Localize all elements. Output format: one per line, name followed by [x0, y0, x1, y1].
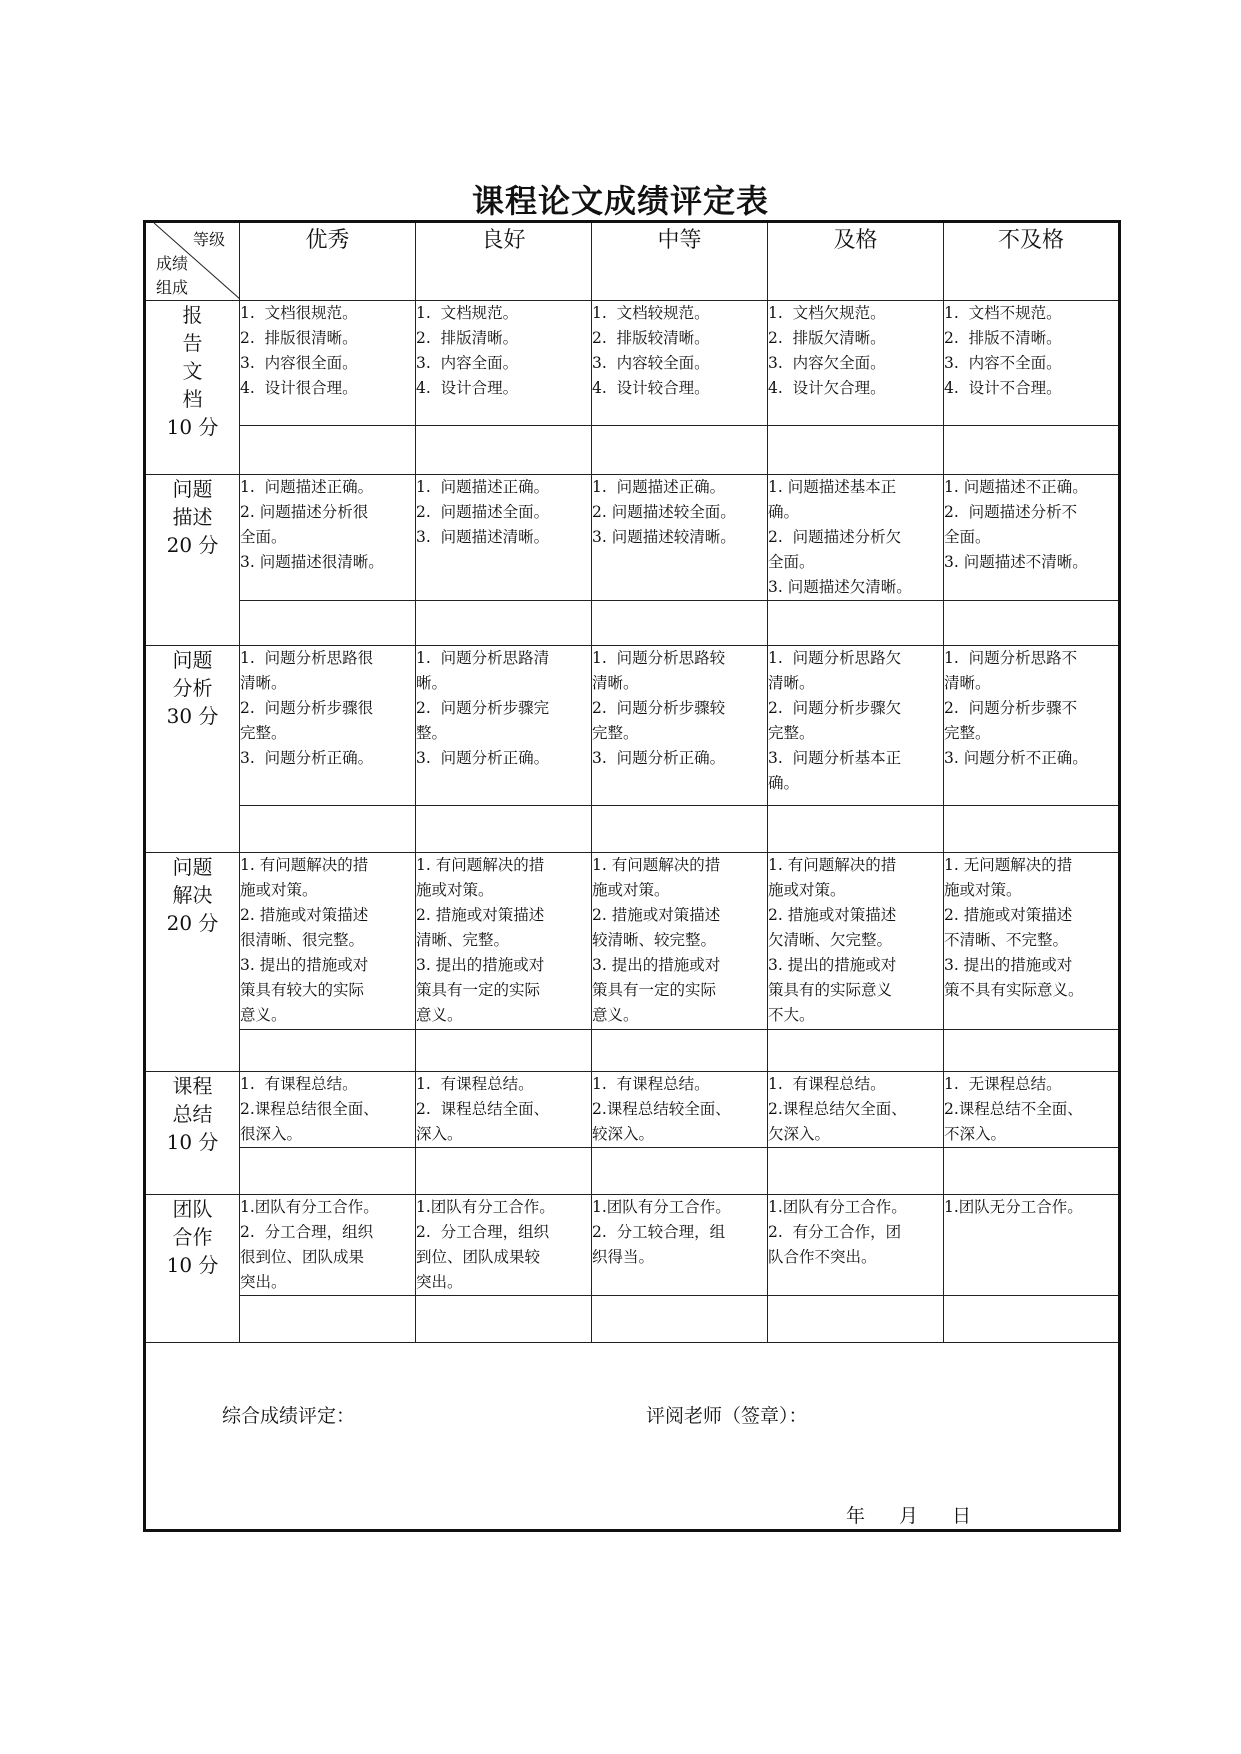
category-label-line: 报	[182, 303, 203, 327]
category-label-line: 10 分	[166, 1130, 219, 1154]
score-entry-cell-report-document-medium[interactable]	[592, 426, 768, 475]
reviewer-signature-label: 评阅老师（签章）：	[646, 1405, 808, 1427]
criteria-text-line: 3. 内容全面。	[416, 354, 519, 372]
criteria-text-line: 很清晰、很完整。	[240, 931, 365, 949]
criteria-row-problem-analysis	[145, 646, 1120, 806]
criteria-cell-problem-analysis-good	[416, 646, 592, 806]
criteria-text-line: 2.课程总结不全面、	[944, 1100, 1083, 1118]
criteria-text-line: 1.团队有分工合作。	[768, 1198, 907, 1216]
score-entry-cell-problem-analysis-fail[interactable]	[944, 806, 1120, 853]
level-header-medium: 中等	[592, 222, 768, 301]
criteria-cell-team-cooperation-excellent	[240, 1195, 416, 1296]
criteria-text-line: 清晰、完整。	[416, 931, 510, 949]
criteria-text-line: 完整。	[592, 724, 639, 742]
criteria-text-line: 1. 问题描述正确。	[240, 478, 374, 496]
header-row	[145, 222, 1120, 301]
criteria-text-line: 1. 问题分析思路欠	[768, 649, 902, 667]
criteria-cell-team-cooperation-pass	[768, 1195, 944, 1296]
category-cell-problem-solving	[145, 853, 240, 1072]
criteria-text-line: 1. 问题分析思路较	[592, 649, 726, 667]
date-label: 年 月 日	[846, 1505, 972, 1527]
form-title: 课程论文成绩评定表	[471, 182, 769, 220]
criteria-text-line: 施或对策。	[768, 881, 846, 899]
overall-grade-label: 综合成绩评定：	[222, 1405, 356, 1427]
criteria-cell-report-document-medium	[592, 301, 768, 426]
criteria-text-line: 3. 内容欠全面。	[768, 354, 886, 372]
criteria-text-line: 不清晰、不完整。	[944, 931, 1069, 949]
score-entry-cell-course-summary-medium[interactable]	[592, 1148, 768, 1195]
score-entry-cell-problem-description-good[interactable]	[416, 601, 592, 646]
category-label-line: 描述	[172, 505, 213, 529]
criteria-text-line: 3. 提出的措施或对	[240, 956, 369, 974]
category-label-line: 30 分	[166, 704, 219, 728]
criteria-text-line: 意义。	[240, 1006, 287, 1024]
criteria-text-line: 1. 有课程总结。	[416, 1075, 534, 1093]
criteria-text-line: 策具有的实际意义	[768, 981, 893, 999]
criteria-text-line: 1. 文档欠规范。	[768, 304, 886, 322]
criteria-text-line: 3. 内容很全面。	[240, 354, 358, 372]
criteria-text-line: 确。	[768, 774, 800, 792]
criteria-text-line: 3. 问题描述很清晰。	[240, 553, 384, 571]
criteria-text-line: 清晰。	[944, 674, 991, 692]
criteria-text-line: 1.团队有分工合作。	[592, 1198, 731, 1216]
criteria-text-line: 2. 排版不清晰。	[944, 329, 1062, 347]
footer-cell	[145, 1343, 1120, 1531]
criteria-text-line: 1. 有课程总结。	[240, 1075, 358, 1093]
criteria-text-line: 3. 问题分析正确。	[240, 749, 374, 767]
category-cell-team-cooperation	[145, 1195, 240, 1343]
criteria-text-line: 1. 文档较规范。	[592, 304, 710, 322]
criteria-text-line: 策不具有实际意义。	[944, 981, 1084, 999]
category-cell-problem-description	[145, 475, 240, 646]
criteria-text-line: 2. 课程总结全面、	[416, 1100, 550, 1118]
criteria-text-line: 不大。	[768, 1006, 815, 1024]
category-label-line: 团队	[172, 1197, 213, 1221]
category-label-line: 20 分	[166, 533, 219, 557]
category-label-line: 告	[182, 331, 203, 355]
criteria-text-line: 2. 问题分析步骤很	[240, 699, 374, 717]
criteria-text-line: 4. 设计很合理。	[240, 379, 358, 397]
criteria-text-line: 2.课程总结欠全面、	[768, 1100, 907, 1118]
score-entry-cell-problem-analysis-medium[interactable]	[592, 806, 768, 853]
criteria-text-line: 完整。	[944, 724, 991, 742]
criteria-cell-problem-solving-pass	[768, 853, 944, 1030]
score-entry-cell-problem-solving-good[interactable]	[416, 1030, 592, 1072]
criteria-text-line: 3. 提出的措施或对	[416, 956, 545, 974]
criteria-text-line: 晰。	[416, 674, 448, 692]
criteria-text-line: 2. 有分工合作，团	[768, 1223, 902, 1241]
criteria-text-line: 2. 排版清晰。	[416, 329, 519, 347]
criteria-text-line: 欠深入。	[768, 1125, 831, 1143]
criteria-text-line: 1. 问题描述不正确。	[944, 478, 1088, 496]
criteria-text-line: 3. 提出的措施或对	[592, 956, 721, 974]
score-entry-cell-problem-solving-medium[interactable]	[592, 1030, 768, 1072]
criteria-text-line: 4. 设计合理。	[416, 379, 519, 397]
criteria-cell-report-document-excellent	[240, 301, 416, 426]
criteria-text-line: 意义。	[592, 1006, 639, 1024]
category-cell-course-summary	[145, 1072, 240, 1195]
criteria-cell-problem-description-pass	[768, 475, 944, 601]
criteria-text-line: 3. 提出的措施或对	[768, 956, 897, 974]
criteria-text-line: 1.团队有分工合作。	[240, 1198, 379, 1216]
criteria-text-line: 3. 问题描述欠清晰。	[768, 578, 912, 596]
category-label-line: 文	[182, 359, 203, 383]
criteria-cell-problem-solving-good	[416, 853, 592, 1030]
score-entry-cell-problem-description-pass[interactable]	[768, 601, 944, 646]
criteria-cell-course-summary-good	[416, 1072, 592, 1148]
criteria-text-line: 2. 问题描述分析欠	[768, 528, 902, 546]
criteria-text-line: 很到位、团队成果	[240, 1248, 365, 1266]
criteria-text-line: 3. 问题描述清晰。	[416, 528, 550, 546]
criteria-row-report-document	[145, 301, 1120, 426]
score-entry-cell-problem-description-medium[interactable]	[592, 601, 768, 646]
criteria-text-line: 1. 文档规范。	[416, 304, 519, 322]
criteria-cell-course-summary-fail	[944, 1072, 1120, 1148]
criteria-text-line: 突出。	[416, 1273, 463, 1291]
criteria-text-line: 2. 问题描述分析很	[240, 503, 369, 521]
criteria-text-line: 3. 问题分析不正确。	[944, 749, 1088, 767]
level-header-good: 良好	[416, 222, 592, 301]
score-entry-cell-problem-solving-excellent[interactable]	[240, 1030, 416, 1072]
criteria-cell-problem-analysis-fail	[944, 646, 1120, 806]
criteria-text-line: 1.团队无分工合作。	[944, 1198, 1083, 1216]
criteria-text-line: 3. 问题描述较清晰。	[592, 528, 736, 546]
criteria-text-line: 3. 提出的措施或对	[944, 956, 1073, 974]
score-row-problem-solving	[145, 1030, 1120, 1072]
criteria-text-line: 施或对策。	[944, 881, 1022, 899]
criteria-text-line: 4. 设计欠合理。	[768, 379, 886, 397]
criteria-text-line: 较清晰、较完整。	[592, 931, 717, 949]
criteria-text-line: 2. 问题描述分析不	[944, 503, 1078, 521]
score-entry-cell-report-document-pass[interactable]	[768, 426, 944, 475]
score-row-team-cooperation	[145, 1296, 1120, 1343]
category-label-line: 问题	[172, 477, 213, 501]
criteria-row-problem-description	[145, 475, 1120, 601]
category-label-line: 解决	[172, 883, 213, 907]
criteria-text-line: 较深入。	[592, 1125, 655, 1143]
criteria-text-line: 清晰。	[240, 674, 287, 692]
criteria-text-line: 欠清晰、欠完整。	[768, 931, 893, 949]
criteria-cell-problem-analysis-excellent	[240, 646, 416, 806]
corner-label-level: 等级	[192, 230, 225, 249]
score-entry-cell-problem-analysis-good[interactable]	[416, 806, 592, 853]
score-row-report-document	[145, 426, 1120, 475]
category-label-line: 分析	[172, 676, 213, 700]
score-entry-cell-course-summary-excellent[interactable]	[240, 1148, 416, 1195]
criteria-cell-problem-description-good	[416, 475, 592, 601]
criteria-text-line: 2. 问题分析步骤不	[944, 699, 1078, 717]
score-row-course-summary	[145, 1148, 1120, 1195]
criteria-text-line: 策具有一定的实际	[416, 981, 541, 999]
corner-header-cell	[145, 222, 240, 301]
criteria-text-line: 2. 措施或对策描述	[768, 906, 897, 924]
criteria-cell-course-summary-pass	[768, 1072, 944, 1148]
category-label-line: 课程	[172, 1074, 213, 1098]
criteria-cell-report-document-fail	[944, 301, 1120, 426]
criteria-text-line: 2. 措施或对策描述	[944, 906, 1073, 924]
criteria-text-line: 全面。	[944, 528, 991, 546]
criteria-row-problem-solving	[145, 853, 1120, 1030]
criteria-text-line: 2. 排版欠清晰。	[768, 329, 886, 347]
criteria-cell-team-cooperation-fail	[944, 1195, 1120, 1296]
category-label-line: 总结	[172, 1102, 213, 1126]
score-entry-cell-report-document-fail[interactable]	[944, 426, 1120, 475]
criteria-text-line: 1.团队有分工合作。	[416, 1198, 555, 1216]
category-label-line: 问题	[172, 648, 213, 672]
criteria-text-line: 清晰。	[592, 674, 639, 692]
category-label-line: 合作	[172, 1225, 213, 1249]
grading-table	[143, 220, 1121, 1532]
criteria-text-line: 1. 文档很规范。	[240, 304, 358, 322]
criteria-text-line: 3. 问题描述不清晰。	[944, 553, 1088, 571]
criteria-text-line: 2. 分工较合理，组	[592, 1223, 726, 1241]
criteria-text-line: 全面。	[240, 528, 287, 546]
score-entry-cell-team-cooperation-pass[interactable]	[768, 1296, 944, 1343]
criteria-text-line: 2. 问题描述全面。	[416, 503, 550, 521]
criteria-text-line: 1. 有问题解决的措	[768, 856, 897, 874]
score-entry-cell-team-cooperation-fail[interactable]	[944, 1296, 1120, 1343]
criteria-text-line: 2. 问题分析步骤完	[416, 699, 550, 717]
corner-label-component: 组成	[156, 278, 189, 297]
score-entry-cell-problem-analysis-excellent[interactable]	[240, 806, 416, 853]
criteria-text-line: 到位、团队成果较	[416, 1248, 541, 1266]
score-entry-cell-problem-description-fail[interactable]	[944, 601, 1120, 646]
footer-row	[145, 1343, 1120, 1531]
criteria-cell-problem-solving-fail	[944, 853, 1120, 1030]
criteria-text-line: 1. 问题分析思路不	[944, 649, 1078, 667]
category-label-line: 档	[182, 387, 203, 411]
criteria-text-line: 1. 文档不规范。	[944, 304, 1062, 322]
criteria-text-line: 1. 问题描述正确。	[592, 478, 726, 496]
criteria-cell-course-summary-excellent	[240, 1072, 416, 1148]
criteria-cell-report-document-pass	[768, 301, 944, 426]
criteria-text-line: 施或对策。	[240, 881, 318, 899]
criteria-text-line: 2. 分工合理，组织	[240, 1223, 374, 1241]
criteria-cell-problem-solving-excellent	[240, 853, 416, 1030]
score-entry-cell-course-summary-fail[interactable]	[944, 1148, 1120, 1195]
criteria-text-line: 2.课程总结较全面、	[592, 1100, 731, 1118]
criteria-text-line: 不深入。	[944, 1125, 1007, 1143]
criteria-text-line: 1. 问题分析思路清	[416, 649, 550, 667]
criteria-text-line: 4. 设计不合理。	[944, 379, 1062, 397]
category-cell-report-document	[145, 301, 240, 475]
criteria-cell-problem-description-fail	[944, 475, 1120, 601]
score-entry-cell-team-cooperation-medium[interactable]	[592, 1296, 768, 1343]
criteria-text-line: 意义。	[416, 1006, 463, 1024]
criteria-text-line: 2. 问题分析步骤较	[592, 699, 726, 717]
category-cell-problem-analysis	[145, 646, 240, 853]
criteria-text-line: 3. 问题分析基本正	[768, 749, 902, 767]
criteria-text-line: 1. 问题分析思路很	[240, 649, 374, 667]
criteria-text-line: 1. 问题描述正确。	[416, 478, 550, 496]
criteria-text-line: 突出。	[240, 1273, 287, 1291]
criteria-text-line: 2. 排版很清晰。	[240, 329, 358, 347]
criteria-cell-team-cooperation-good	[416, 1195, 592, 1296]
criteria-text-line: 深入。	[416, 1125, 463, 1143]
criteria-text-line: 3. 问题分析正确。	[416, 749, 550, 767]
score-entry-cell-report-document-excellent[interactable]	[240, 426, 416, 475]
criteria-text-line: 2. 分工合理，组织	[416, 1223, 550, 1241]
criteria-text-line: 1. 有问题解决的措	[592, 856, 721, 874]
criteria-cell-problem-description-excellent	[240, 475, 416, 601]
category-label-line: 20 分	[166, 911, 219, 935]
criteria-text-line: 2. 措施或对策描述	[592, 906, 721, 924]
criteria-text-line: 1. 有课程总结。	[592, 1075, 710, 1093]
score-row-problem-analysis	[145, 806, 1120, 853]
score-entry-cell-problem-analysis-pass[interactable]	[768, 806, 944, 853]
criteria-text-line: 3. 问题分析正确。	[592, 749, 726, 767]
score-row-problem-description	[145, 601, 1120, 646]
score-entry-cell-team-cooperation-excellent[interactable]	[240, 1296, 416, 1343]
criteria-text-line: 1. 问题描述基本正	[768, 478, 897, 496]
criteria-text-line: 2. 问题分析步骤欠	[768, 699, 902, 717]
criteria-text-line: 确。	[768, 503, 800, 521]
criteria-cell-report-document-good	[416, 301, 592, 426]
level-header-pass: 及格	[768, 222, 944, 301]
criteria-cell-problem-analysis-pass	[768, 646, 944, 806]
score-entry-cell-problem-solving-fail[interactable]	[944, 1030, 1120, 1072]
criteria-text-line: 4. 设计较合理。	[592, 379, 710, 397]
score-entry-cell-report-document-good[interactable]	[416, 426, 592, 475]
category-label-line: 问题	[172, 855, 213, 879]
category-label-line: 10 分	[166, 415, 219, 439]
criteria-cell-problem-description-medium	[592, 475, 768, 601]
criteria-text-line: 整。	[416, 724, 448, 742]
criteria-text-line: 2. 排版较清晰。	[592, 329, 710, 347]
criteria-text-line: 清晰。	[768, 674, 815, 692]
criteria-text-line: 完整。	[240, 724, 287, 742]
criteria-text-line: 很深入。	[240, 1125, 303, 1143]
criteria-cell-problem-analysis-medium	[592, 646, 768, 806]
category-label-line: 10 分	[166, 1253, 219, 1277]
criteria-cell-problem-solving-medium	[592, 853, 768, 1030]
score-entry-cell-team-cooperation-good[interactable]	[416, 1296, 592, 1343]
criteria-row-course-summary	[145, 1072, 1120, 1148]
criteria-text-line: 1. 有问题解决的措	[416, 856, 545, 874]
criteria-text-line: 2. 问题描述较全面。	[592, 503, 736, 521]
criteria-text-line: 2. 措施或对策描述	[416, 906, 545, 924]
criteria-text-line: 3. 内容较全面。	[592, 354, 710, 372]
criteria-cell-team-cooperation-medium	[592, 1195, 768, 1296]
criteria-text-line: 2. 措施或对策描述	[240, 906, 369, 924]
score-entry-cell-course-summary-pass[interactable]	[768, 1148, 944, 1195]
criteria-text-line: 策具有一定的实际	[592, 981, 717, 999]
criteria-text-line: 1. 有课程总结。	[768, 1075, 886, 1093]
criteria-text-line: 1. 有问题解决的措	[240, 856, 369, 874]
criteria-row-team-cooperation	[145, 1195, 1120, 1296]
criteria-text-line: 1. 无课程总结。	[944, 1075, 1062, 1093]
criteria-text-line: 施或对策。	[592, 881, 670, 899]
level-header-excellent: 优秀	[240, 222, 416, 301]
criteria-text-line: 3. 内容不全面。	[944, 354, 1062, 372]
criteria-text-line: 施或对策。	[416, 881, 494, 899]
criteria-text-line: 1. 无问题解决的措	[944, 856, 1073, 874]
criteria-text-line: 策具有较大的实际	[240, 981, 365, 999]
criteria-text-line: 全面。	[768, 553, 815, 571]
corner-label-score: 成绩	[156, 254, 189, 273]
criteria-text-line: 队合作不突出。	[768, 1248, 877, 1266]
score-entry-cell-problem-description-excellent[interactable]	[240, 601, 416, 646]
criteria-cell-course-summary-medium	[592, 1072, 768, 1148]
criteria-text-line: 完整。	[768, 724, 815, 742]
criteria-text-line: 织得当。	[592, 1248, 655, 1266]
score-entry-cell-course-summary-good[interactable]	[416, 1148, 592, 1195]
level-header-fail: 不及格	[944, 222, 1120, 301]
criteria-text-line: 2.课程总结很全面、	[240, 1100, 379, 1118]
score-entry-cell-problem-solving-pass[interactable]	[768, 1030, 944, 1072]
